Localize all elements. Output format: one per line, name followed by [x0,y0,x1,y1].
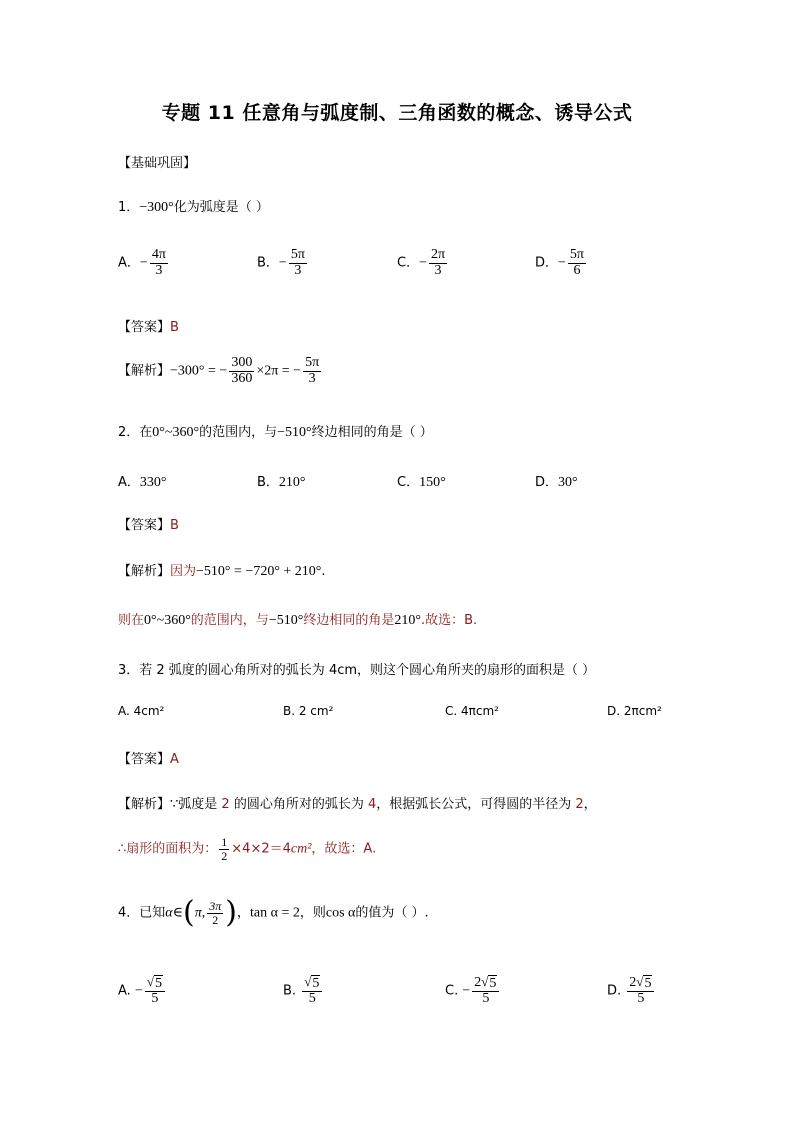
fraction-numerator: 300 [231,355,253,370]
fraction-denominator: 3 [294,262,302,278]
sqrt-icon: √ 5 [481,974,497,991]
question-1-answer [118,316,179,335]
sqrt-icon: √ 5 [146,974,162,991]
left-paren-icon: ( [183,895,195,930]
option-value: 30° [558,475,578,490]
stem-text: 的值为（ ）. [355,905,429,921]
stem-text: 的范围内，与 [199,425,278,440]
question-1-number: 1． [118,200,140,215]
conclusion-range: 0°~360° [144,613,191,628]
question-3-option-a[interactable]: A. 4cm² [118,704,165,718]
option-label: B. [283,983,297,999]
option-sign: − [419,255,427,271]
fraction-denominator: 3 [155,262,163,278]
option-value: 150° [419,475,446,490]
option-fraction [627,975,654,1007]
section-heading: 【基础巩固】 [118,156,197,171]
question-3-area [118,836,376,862]
fraction-denominator: 5 [637,991,645,1007]
analysis-text: 的圆心角所对的弧长为 [229,797,368,812]
analysis-number: 2 [221,797,230,812]
option-label: A. [118,983,131,999]
fraction-denominator: 2 [212,912,219,927]
option-label: B． [257,475,279,490]
analysis-fraction-2 [303,356,321,386]
stem-text: 在 [139,425,153,440]
analysis-text: . [321,564,326,579]
option-fraction [289,248,307,278]
option-sign: − [134,983,143,999]
question-2-option-a[interactable] [118,471,167,491]
analysis-number: 2 [575,797,584,812]
analysis-text: ， [583,797,597,812]
area-text: ，故选：A. [311,841,377,857]
option-fraction [145,975,165,1007]
option-fraction [302,975,322,1007]
fraction-denominator: 5 [482,991,490,1007]
fraction-denominator: 5 [151,991,159,1007]
fraction-denominator: 3 [434,262,442,278]
question-3-stem: 3．若 2 弧度的圆心角所对的弧长为 4cm，则这个圆心角所夹的扇形的面积是（ ） [118,663,596,678]
question-2-answer [118,514,179,533]
analysis-number: 4 [367,797,377,812]
option-label: C． [397,475,420,490]
question-4-stem [118,895,429,930]
fraction-numerator: 3π [209,898,222,913]
option-sign: − [462,983,471,999]
analysis-tag: 【解析】 [118,564,171,579]
cos-target: cos α [325,905,356,921]
fraction-denominator: 360 [231,370,253,386]
fraction-numerator: 2π [430,247,446,262]
fraction-numerator [302,975,322,992]
area-fraction [219,836,229,862]
question-2-conclusion [118,609,477,629]
coefficient: 2 [474,975,482,990]
option-value: 330° [139,475,167,490]
fraction-numerator: 1 [221,835,228,849]
option-label: D． [535,255,559,271]
fraction-numerator [145,975,165,992]
option-label: C． [397,255,420,271]
question-1-stem [118,196,269,216]
conclusion-text: 则在 [118,613,145,628]
option-sign: − [558,255,566,271]
page-title: 专题 11 任意角与弧度制、三角函数的概念、诱导公式 [161,102,633,124]
radicand: 5 [489,976,497,991]
question-1-option-c[interactable] [397,248,449,278]
question-2-stem [118,421,433,441]
analysis-math: −510° = −720° + 210° [196,564,322,579]
sqrt-icon: √ 5 [304,974,320,991]
conclusion-angle: −510° [268,613,304,628]
fraction-denominator: 3 [308,370,316,386]
question-1-option-d[interactable] [535,248,588,278]
answer-value: B [170,320,179,335]
fraction-numerator: 5π [305,355,320,370]
fraction-denominator: 2 [221,848,228,863]
fraction-numerator: 4π [151,247,166,262]
analysis-text: 因为 [170,564,197,579]
analysis-tag: 【解析】 [118,363,171,379]
question-4-number: 4． [118,905,140,921]
analysis-fraction-1 [229,356,254,386]
answer-tag: 【答案】 [118,752,171,767]
area-math: ×4×2＝4 [231,841,291,857]
answer-tag: 【答案】 [118,518,171,533]
question-2-option-b[interactable] [257,471,306,491]
interval-left: π, [194,905,206,921]
option-label: A． [118,255,140,271]
area-text: ∴扇形的面积为： [118,841,218,857]
question-1-angle: −300° [139,200,174,215]
conclusion-text: .故选：B. [420,613,478,628]
conclusion-text: 终边相同的角是 [303,613,395,628]
conclusion-value: 210° [394,613,421,628]
question-3-option-b[interactable]: B. 2 cm² [283,704,334,718]
answer-tag: 【答案】 [118,320,171,335]
question-4-option-a[interactable] [118,975,167,1007]
stem-text: 已知 [139,905,166,921]
radicand: 5 [312,976,320,991]
option-label: B． [257,255,279,271]
fraction-numerator [472,975,499,992]
option-label: D． [535,475,559,490]
sqrt-icon: √ 5 [636,974,652,991]
tan-condition: tan α = 2 [250,905,300,921]
radicand: 5 [644,976,652,991]
analysis-text: ，根据弧长公式，可得圆的半径为 [376,797,576,812]
option-label: D. [607,983,622,999]
area-unit: cm² [290,841,312,857]
question-1-option-a[interactable] [118,248,170,278]
option-value: 210° [278,475,306,490]
stem-range: 0°~360° [152,425,200,440]
stem-text: ， [236,905,250,921]
right-paren-icon: ) [225,895,237,930]
option-sign: − [278,255,287,271]
analysis-lhs: −300° = − [170,363,228,379]
answer-value: B [170,518,179,533]
fraction-numerator: 5π [290,247,305,262]
interval-fraction [207,900,223,926]
coefficient: 2 [629,975,637,990]
question-2-number: 2． [118,425,140,440]
question-3-option-d[interactable]: D. 2πcm² [607,704,662,718]
question-4-option-d[interactable] [607,975,656,1007]
fraction-denominator: 6 [573,262,581,278]
option-fraction [150,248,168,278]
question-2-option-d[interactable] [535,471,578,491]
option-fraction [568,248,586,278]
question-4-option-b[interactable] [283,975,324,1007]
question-4-option-c[interactable] [445,975,501,1007]
stem-text: ，则 [299,905,326,921]
analysis-mid: ×2π = − [256,363,302,379]
fraction-numerator [627,975,654,992]
fraction-denominator: 5 [308,991,316,1007]
analysis-text: ∵弧度是 [170,797,222,812]
option-fraction [429,248,447,278]
question-2-analysis [118,560,326,580]
question-3-answer [118,748,179,767]
option-fraction [472,975,499,1007]
option-sign: − [139,255,148,271]
answer-value: A [170,752,179,767]
question-1-analysis [118,356,323,386]
radicand: 5 [154,976,162,991]
question-3-analysis [118,793,597,812]
question-1-option-b[interactable] [257,248,309,278]
question-2-option-c[interactable] [397,471,446,491]
option-label: A． [118,475,140,490]
fraction-numerator: 5π [569,247,584,262]
option-label: C. [445,983,459,999]
question-3-option-c[interactable]: C. 4πcm² [445,704,499,718]
stem-text: 终边相同的角是（ ） [311,425,433,440]
stem-angle: −510° [277,425,312,440]
question-1-text: 化为弧度是（ ） [173,200,269,215]
conclusion-text: 的范围内，与 [190,613,269,628]
alpha-in: α∈ [165,905,184,921]
analysis-tag: 【解析】 [118,797,171,812]
